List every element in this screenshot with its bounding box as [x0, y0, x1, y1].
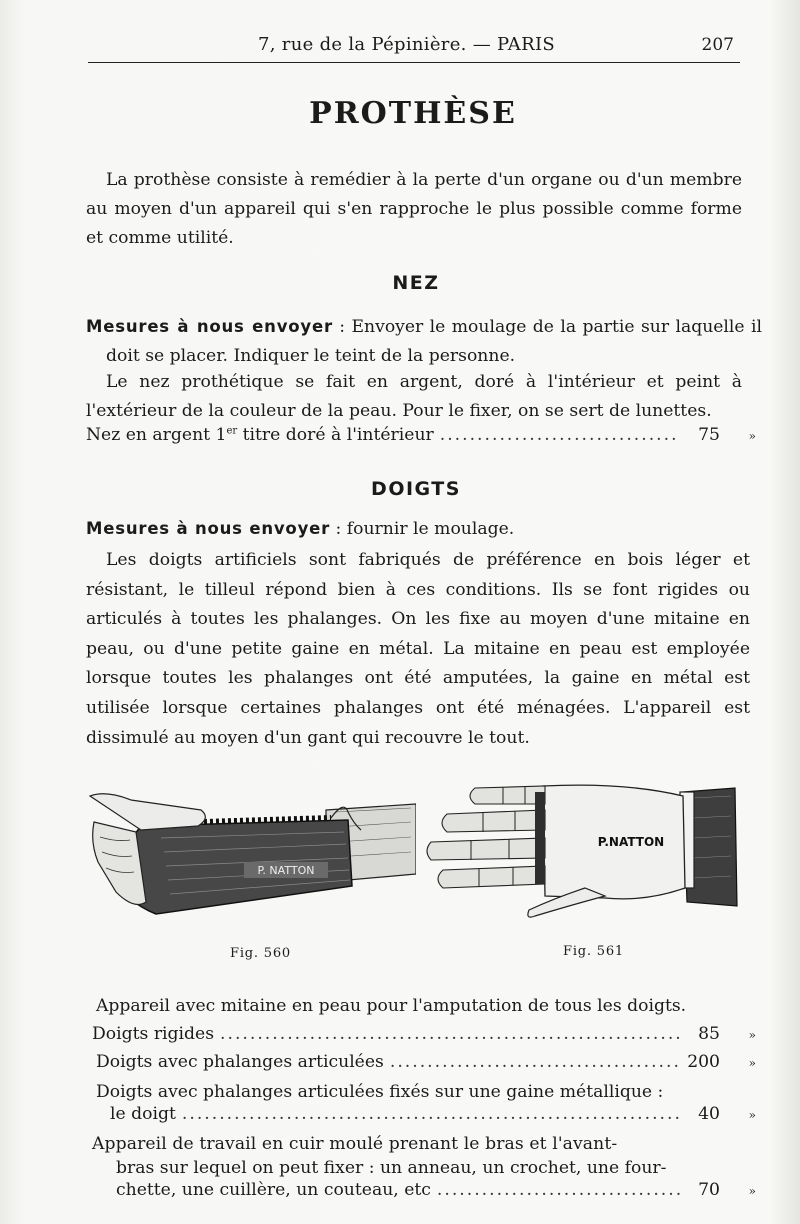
- price-item-travail-line2: bras sur lequel on peut fixer : un anneau, un crochet, une four-: [116, 1158, 667, 1178]
- doigts-description: Les doigts artificiels sont fabriqués de préférence en bois léger et résistant, le tilleul répond bien à ces conditions. Ils se font rigides ou articulés à toutes les phalanges. On les fixe au moyen d'une mitaine en peau, ou d'une petite gaine en métal. La mitaine en peau est employée lorsque toutes les phalanges ont été amputées, la gaine en métal est utilisée lorsque certaines phalanges ont été ménagées. L'appareil est dissimulé au moyen d'un gant qui recouvre le tout.: [86, 550, 750, 748]
- price-unit: »: [748, 1028, 756, 1042]
- nez-mesures-text: : Envoyer le moulage de la partie sur laquelle il doit se placer. Indiquer le teint de la personne.: [106, 317, 762, 366]
- price-label: Doigts rigides: [92, 1024, 215, 1044]
- price-line-doigts-articules: [96, 1052, 756, 1072]
- price-label: Nez en argent 1er titre doré à l'intérieur: [86, 425, 434, 445]
- page-title: PROTHÈSE: [309, 96, 517, 131]
- page-number: 207: [701, 35, 734, 55]
- price-unit: »: [748, 1184, 756, 1198]
- price-value: 85: [698, 1024, 720, 1044]
- figure-561-articulated-fingers-illustration: [425, 778, 745, 928]
- figure-561-caption: Fig. 561: [563, 944, 624, 959]
- price-value: 75: [698, 425, 720, 445]
- price-unit: »: [748, 1056, 756, 1070]
- dot-leader: [220, 1024, 680, 1044]
- price-value: 70: [698, 1180, 720, 1200]
- price-line-doigts-rigides: [92, 1024, 756, 1044]
- doigts-mesures-text: : fournir le moulage.: [330, 519, 515, 539]
- price-line-appareil-travail: [116, 1180, 756, 1200]
- dot-leader: [182, 1104, 680, 1124]
- price-value: 40: [698, 1104, 720, 1124]
- price-unit: »: [748, 1108, 756, 1122]
- price-value: 200: [687, 1052, 720, 1072]
- price-label: le doigt: [110, 1104, 176, 1124]
- figure-561-brand: P.NATTON: [597, 835, 665, 849]
- header-address: 7, rue de la Pépinière. — PARIS: [258, 34, 555, 55]
- doigts-mesures: [86, 514, 742, 544]
- figure-560-brand: P. NATTON: [257, 864, 315, 877]
- price-unit: »: [748, 429, 756, 443]
- dot-leader: [440, 425, 680, 445]
- dot-leader: [437, 1180, 680, 1200]
- price-label: chette, une cuillère, un couteau, etc: [116, 1180, 431, 1200]
- intro-paragraph: La prothèse consiste à remédier à la perte d'un organe ou d'un membre au moyen d'un appareil qui s'en rapproche le plus possible comme forme et comme utilité.: [86, 170, 742, 248]
- figure-560-caption: Fig. 560: [230, 946, 291, 961]
- price-item-travail-line1: Appareil de travail en cuir moulé prenant le bras et l'avant-: [92, 1134, 618, 1154]
- nez-mesures-label: Mesures à nous envoyer: [86, 317, 333, 336]
- section-heading-doigts: DOIGTS: [371, 478, 461, 500]
- price-line-nez: [86, 425, 756, 445]
- price-label: Doigts avec phalanges articulées: [96, 1052, 384, 1072]
- running-header: [88, 32, 740, 63]
- price-list-intro: Appareil avec mitaine en peau pour l'amputation de tous les doigts.: [96, 996, 687, 1016]
- dot-leader: [390, 1052, 680, 1072]
- price-item-gaine-line1: Doigts avec phalanges articulées fixés sur une gaine métallique :: [96, 1082, 664, 1102]
- figure-560-mitten-illustration: [86, 782, 416, 922]
- nez-description: Le nez prothétique se fait en argent, doré à l'intérieur et peint à l'extérieur de la couleur de la peau. Pour le fixer, on se sert de lunettes.: [86, 372, 742, 421]
- nez-mesures: [86, 312, 762, 371]
- doigts-mesures-label: Mesures à nous envoyer: [86, 519, 331, 538]
- price-line-gaine-metallique: [110, 1104, 756, 1124]
- section-heading-nez: NEZ: [392, 272, 440, 294]
